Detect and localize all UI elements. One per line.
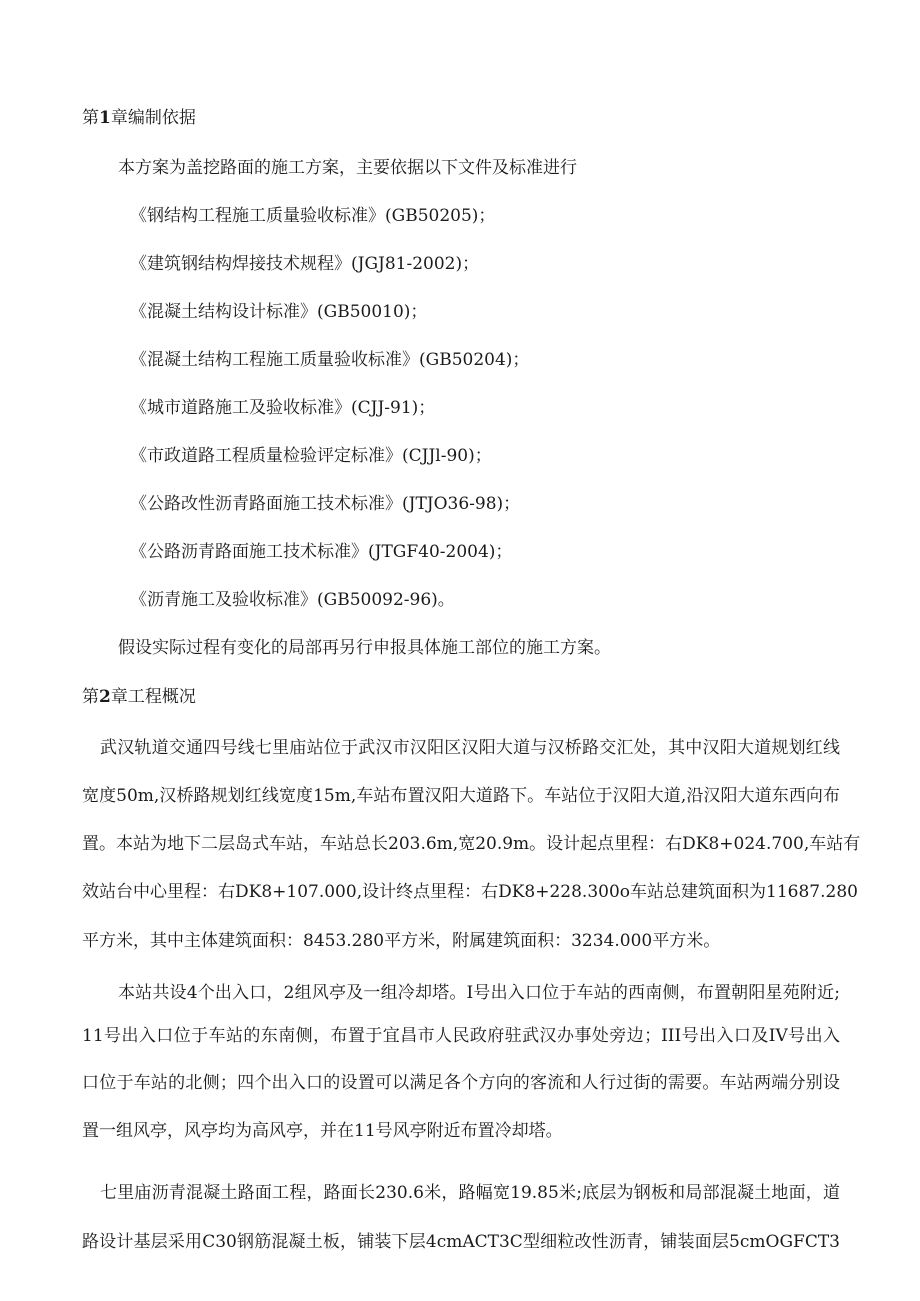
chapter-2-title: 章工程概况	[110, 687, 196, 707]
chapter-2-prefix: 第	[82, 687, 99, 707]
chapter-1-prefix: 第	[82, 108, 99, 128]
reference-item: 《建筑钢结构焊接技术规程》(JGJ81-2002)；	[130, 254, 480, 274]
paragraph-3-line: 路设计基层采用C30钢筋混凝土板，铺装下层4cmACT3C型细粒改性沥青，铺装面层5cmOGFCT3	[82, 1232, 840, 1252]
chapter-2-number: 2	[99, 687, 111, 707]
paragraph-2-line: 置一组风亭，风亭均为高风亭，并在11号风亭附近布置冷却塔。	[82, 1121, 563, 1141]
paragraph-3-line: 七里庙沥青混凝土路面工程，路面长230.6米，路幅宽19.85米;底层为钢板和局部混凝土地面，道	[100, 1183, 840, 1203]
reference-item: 《公路改性沥青路面施工技术标准》(JTJO36-98)；	[130, 494, 521, 514]
reference-item: 《市政道路工程质量检验评定标准》(CJJl-90)；	[130, 446, 492, 466]
paragraph-1-line: 武汉轨道交通四号线七里庙站位于武汉市汉阳区汉阳大道与汉桥路交汇处，其中汉阳大道规划红线	[100, 738, 840, 758]
chapter-1-closing: 假设实际过程有变化的局部再另行申报具体施工部位的施工方案。	[118, 638, 611, 658]
chapter-1-title: 章编制依据	[110, 108, 196, 128]
reference-item: 《公路沥青路面施工技术标准》(JTGF40-2004)；	[130, 542, 513, 562]
paragraph-2-line: 11号出入口位于车站的东南侧，布置于宜昌市人民政府驻武汉办事处旁边；III号出入口及IV号出入	[82, 1026, 840, 1046]
paragraph-1-line: 平方米，其中主体建筑面积：8453.280平方米，附属建筑面积：3234.000平方米。	[82, 931, 721, 951]
chapter-1-number: 1	[99, 108, 111, 128]
reference-item: 《混凝土结构设计标准》(GB50010)；	[130, 302, 428, 322]
reference-item: 《城市道路施工及验收标准》(CJJ-91)；	[130, 398, 436, 418]
reference-item: 《混凝土结构工程施工质量验收标准》(GB50204)；	[130, 350, 530, 370]
paragraph-2-line: 本站共设4个出入口，2组风亭及一组冷却塔。I号出入口位于车站的西南侧，布置朝阳星苑附近;	[118, 983, 840, 1003]
chapter-1-heading	[82, 108, 196, 128]
paragraph-1-line: 置。本站为地下二层岛式车站，车站总长203.6m,宽20.9m。设计起点里程：右DK8+024.700,车站有	[82, 834, 861, 854]
paragraph-1-line: 宽度50m,汉桥路规划红线宽度15m,车站布置汉阳大道路下。车站位于汉阳大道,沿汉阳大道东西向布	[82, 786, 840, 806]
paragraph-1-line: 效站台中心里程：右DK8+107.000,设计终点里程：右DK8+228.300o车站总建筑面积为11687.280	[82, 882, 858, 902]
chapter-2-heading	[82, 687, 196, 707]
paragraph-2-line: 口位于车站的北侧；四个出入口的设置可以满足各个方向的客流和人行过街的需要。车站两端分别设	[82, 1073, 840, 1093]
chapter-1-intro: 本方案为盖挖路面的施工方案，主要依据以下文件及标准进行	[118, 158, 577, 178]
reference-item: 《沥青施工及验收标准》(GB50092-96)。	[130, 590, 455, 610]
reference-item: 《钢结构工程施工质量验收标准》(GB50205)；	[130, 206, 496, 226]
